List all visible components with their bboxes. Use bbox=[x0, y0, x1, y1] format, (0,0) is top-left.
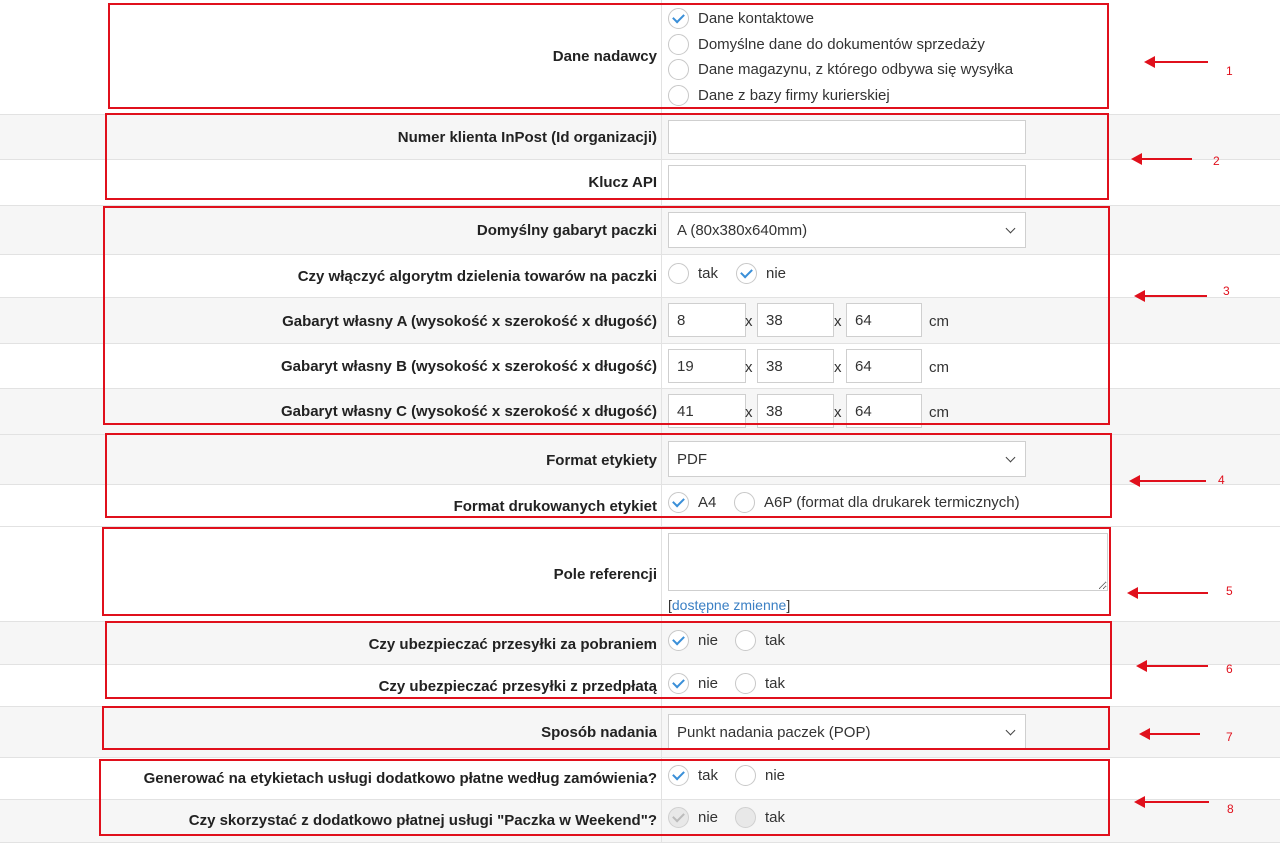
paid-services-option-yes[interactable] bbox=[668, 765, 718, 786]
column-divider bbox=[661, 255, 662, 297]
annotation-number-5: 5 bbox=[1226, 584, 1233, 598]
client-number-label: Numer klienta InPost (Id organizacji) bbox=[397, 129, 657, 146]
custom-b-length-input[interactable] bbox=[846, 349, 922, 383]
annotation-arrow-5 bbox=[1136, 592, 1208, 594]
weekend-option-no bbox=[668, 807, 718, 828]
print-option-a6p[interactable] bbox=[734, 492, 1020, 513]
sending-method-row bbox=[0, 707, 1280, 758]
sender-option-contact[interactable] bbox=[668, 6, 1013, 32]
times-separator: x bbox=[834, 359, 842, 376]
option-label: Dane kontaktowe bbox=[698, 10, 814, 28]
option-label: Dane z bazy firmy kurierskiej bbox=[698, 86, 890, 104]
split-option-yes[interactable] bbox=[668, 263, 718, 284]
weekend-label: Czy skorzystać z dodatkowo płatnej usługi "Paczka w Weekend"? bbox=[188, 812, 657, 829]
select-value: Punkt nadania paczek (POP) bbox=[677, 723, 871, 741]
insure-prepaid-option-yes[interactable] bbox=[735, 673, 785, 694]
radio-checked-icon[interactable] bbox=[736, 263, 757, 284]
default-size-select[interactable] bbox=[668, 212, 1026, 248]
paid-services-label: Generować na etykietach usługi dodatkowo płatne według zamówienia? bbox=[143, 770, 657, 787]
times-separator: x bbox=[745, 359, 753, 376]
annotation-arrow-4 bbox=[1138, 480, 1206, 482]
insure-cod-row bbox=[0, 622, 1280, 665]
annotation-number-4: 4 bbox=[1218, 473, 1225, 487]
available-variables-link[interactable]: dostępne zmienne bbox=[671, 597, 787, 613]
reference-textarea[interactable] bbox=[668, 533, 1108, 591]
custom-c-length-input[interactable] bbox=[846, 394, 922, 428]
radio-disabled-icon bbox=[735, 807, 756, 828]
sending-method-select[interactable] bbox=[668, 714, 1026, 750]
split-label: Czy włączyć algorytm dzielenia towarów na paczki bbox=[297, 268, 657, 285]
reference-label: Pole referencji bbox=[553, 566, 657, 583]
custom-size-c-row bbox=[0, 389, 1280, 435]
label-format-select[interactable] bbox=[668, 441, 1026, 477]
chevron-down-icon bbox=[1006, 223, 1016, 233]
weekend-option-yes bbox=[735, 807, 785, 828]
custom-size-b-label: Gabaryt własny B (wysokość x szerokość x długość) bbox=[281, 358, 657, 375]
custom-a-width-input[interactable] bbox=[757, 303, 834, 337]
chevron-down-icon bbox=[1006, 725, 1016, 735]
column-divider bbox=[661, 435, 662, 484]
print-format-label: Format drukowanych etykiet bbox=[453, 498, 657, 515]
annotation-arrow-1 bbox=[1153, 61, 1208, 63]
api-key-label: Klucz API bbox=[588, 174, 657, 191]
annotation-arrow-7 bbox=[1148, 733, 1200, 735]
column-divider bbox=[661, 160, 662, 205]
sender-radio-group bbox=[668, 6, 1013, 108]
radio-checked-disabled-icon bbox=[668, 807, 689, 828]
annotation-number-6: 6 bbox=[1226, 662, 1233, 676]
radio-checked-icon[interactable] bbox=[668, 765, 689, 786]
option-label: A6P (format dla drukarek termicznych) bbox=[764, 494, 1020, 511]
paid-services-row bbox=[0, 758, 1280, 800]
annotation-arrow-6 bbox=[1145, 665, 1208, 667]
column-divider bbox=[661, 665, 662, 706]
column-divider bbox=[661, 115, 662, 159]
times-separator: x bbox=[834, 313, 842, 330]
option-label: tak bbox=[698, 265, 719, 282]
annotation-number-1: 1 bbox=[1226, 64, 1233, 78]
option-label: nie bbox=[765, 767, 786, 784]
annotation-number-8: 8 bbox=[1227, 802, 1234, 816]
print-option-a4[interactable] bbox=[668, 492, 716, 513]
radio-icon[interactable] bbox=[668, 85, 689, 106]
column-divider bbox=[661, 485, 662, 526]
option-label: tak bbox=[765, 632, 786, 649]
insure-cod-label: Czy ubezpieczać przesyłki za pobraniem bbox=[368, 636, 657, 653]
unit-label: cm bbox=[929, 359, 949, 376]
default-size-row bbox=[0, 206, 1280, 255]
available-variables-line bbox=[668, 597, 790, 613]
api-key-input[interactable] bbox=[668, 165, 1026, 199]
radio-icon[interactable] bbox=[734, 492, 755, 513]
radio-checked-icon[interactable] bbox=[668, 630, 689, 651]
custom-b-width-input[interactable] bbox=[757, 349, 834, 383]
client-number-row bbox=[0, 115, 1280, 160]
option-label: tak bbox=[765, 675, 786, 692]
select-value: PDF bbox=[677, 450, 707, 468]
custom-size-a-row bbox=[0, 298, 1280, 344]
annotation-number-2: 2 bbox=[1213, 154, 1220, 168]
column-divider bbox=[661, 206, 662, 254]
radio-icon[interactable] bbox=[735, 673, 756, 694]
custom-b-height-input[interactable] bbox=[668, 349, 746, 383]
sender-option-sales-docs[interactable] bbox=[668, 32, 1013, 58]
annotation-number-3: 3 bbox=[1223, 284, 1230, 298]
times-separator: x bbox=[745, 404, 753, 421]
reference-row bbox=[0, 527, 1280, 622]
split-row bbox=[0, 255, 1280, 298]
option-label: Dane magazynu, z którego odbywa się wysyłka bbox=[698, 61, 1014, 79]
sender-row bbox=[0, 0, 1280, 115]
column-divider bbox=[661, 800, 662, 842]
print-format-row bbox=[0, 485, 1280, 527]
radio-icon[interactable] bbox=[735, 765, 756, 786]
column-divider bbox=[661, 389, 662, 434]
sender-option-warehouse[interactable] bbox=[668, 57, 1013, 83]
chevron-down-icon bbox=[1006, 452, 1016, 462]
sender-label: Dane nadawcy bbox=[552, 48, 657, 65]
column-divider bbox=[661, 527, 662, 621]
select-value: A (80x380x640mm) bbox=[677, 221, 808, 239]
default-size-label: Domyślny gabaryt paczki bbox=[476, 222, 657, 239]
radio-checked-icon[interactable] bbox=[668, 8, 689, 29]
unit-label: cm bbox=[929, 404, 949, 421]
sender-option-courier-db[interactable] bbox=[668, 83, 1013, 109]
radio-checked-icon[interactable] bbox=[668, 492, 689, 513]
insure-cod-option-yes[interactable] bbox=[735, 630, 785, 651]
radio-icon[interactable] bbox=[668, 263, 689, 284]
column-divider bbox=[661, 622, 662, 664]
sending-method-label: Sposób nadania bbox=[541, 724, 657, 741]
split-option-no[interactable] bbox=[736, 263, 786, 284]
bracket: [ bbox=[668, 597, 672, 613]
custom-c-width-input[interactable] bbox=[757, 394, 834, 428]
option-label: nie bbox=[698, 809, 719, 826]
custom-size-b-row bbox=[0, 344, 1280, 389]
radio-icon[interactable] bbox=[735, 630, 756, 651]
label-format-label: Format etykiety bbox=[546, 452, 657, 469]
annotation-number-7: 7 bbox=[1226, 730, 1233, 744]
insure-cod-option-no[interactable] bbox=[668, 630, 718, 651]
option-label: Domyślne dane do dokumentów sprzedaży bbox=[698, 35, 985, 53]
annotation-arrow-8 bbox=[1143, 801, 1209, 803]
radio-checked-icon[interactable] bbox=[668, 673, 689, 694]
weekend-row bbox=[0, 800, 1280, 843]
option-label: nie bbox=[698, 675, 719, 692]
times-separator: x bbox=[745, 313, 753, 330]
column-divider bbox=[661, 344, 662, 388]
custom-a-height-input[interactable] bbox=[668, 303, 746, 337]
column-divider bbox=[661, 0, 662, 114]
custom-size-c-label: Gabaryt własny C (wysokość x szerokość x długość) bbox=[281, 403, 657, 420]
unit-label: cm bbox=[929, 313, 949, 330]
option-label: nie bbox=[698, 632, 719, 649]
column-divider bbox=[661, 707, 662, 757]
api-key-row bbox=[0, 160, 1280, 206]
option-label: tak bbox=[765, 809, 786, 826]
label-format-row bbox=[0, 435, 1280, 485]
option-label: tak bbox=[698, 767, 719, 784]
column-divider bbox=[661, 298, 662, 343]
option-label: nie bbox=[766, 265, 787, 282]
column-divider bbox=[661, 758, 662, 799]
radio-icon[interactable] bbox=[668, 59, 689, 80]
custom-c-height-input[interactable] bbox=[668, 394, 746, 428]
option-label: A4 bbox=[698, 494, 717, 511]
insure-prepaid-option-no[interactable] bbox=[668, 673, 718, 694]
insure-prepaid-label: Czy ubezpieczać przesyłki z przedpłatą bbox=[378, 678, 657, 695]
annotation-arrow-2 bbox=[1140, 158, 1192, 160]
insure-prepaid-row bbox=[0, 665, 1280, 707]
custom-a-length-input[interactable] bbox=[846, 303, 922, 337]
custom-size-a-label: Gabaryt własny A (wysokość x szerokość x długość) bbox=[282, 313, 657, 330]
paid-services-option-no[interactable] bbox=[735, 765, 785, 786]
client-number-input[interactable] bbox=[668, 120, 1026, 154]
annotation-arrow-3 bbox=[1143, 295, 1207, 297]
radio-icon[interactable] bbox=[668, 34, 689, 55]
bracket: ] bbox=[786, 597, 791, 613]
times-separator: x bbox=[834, 404, 842, 421]
